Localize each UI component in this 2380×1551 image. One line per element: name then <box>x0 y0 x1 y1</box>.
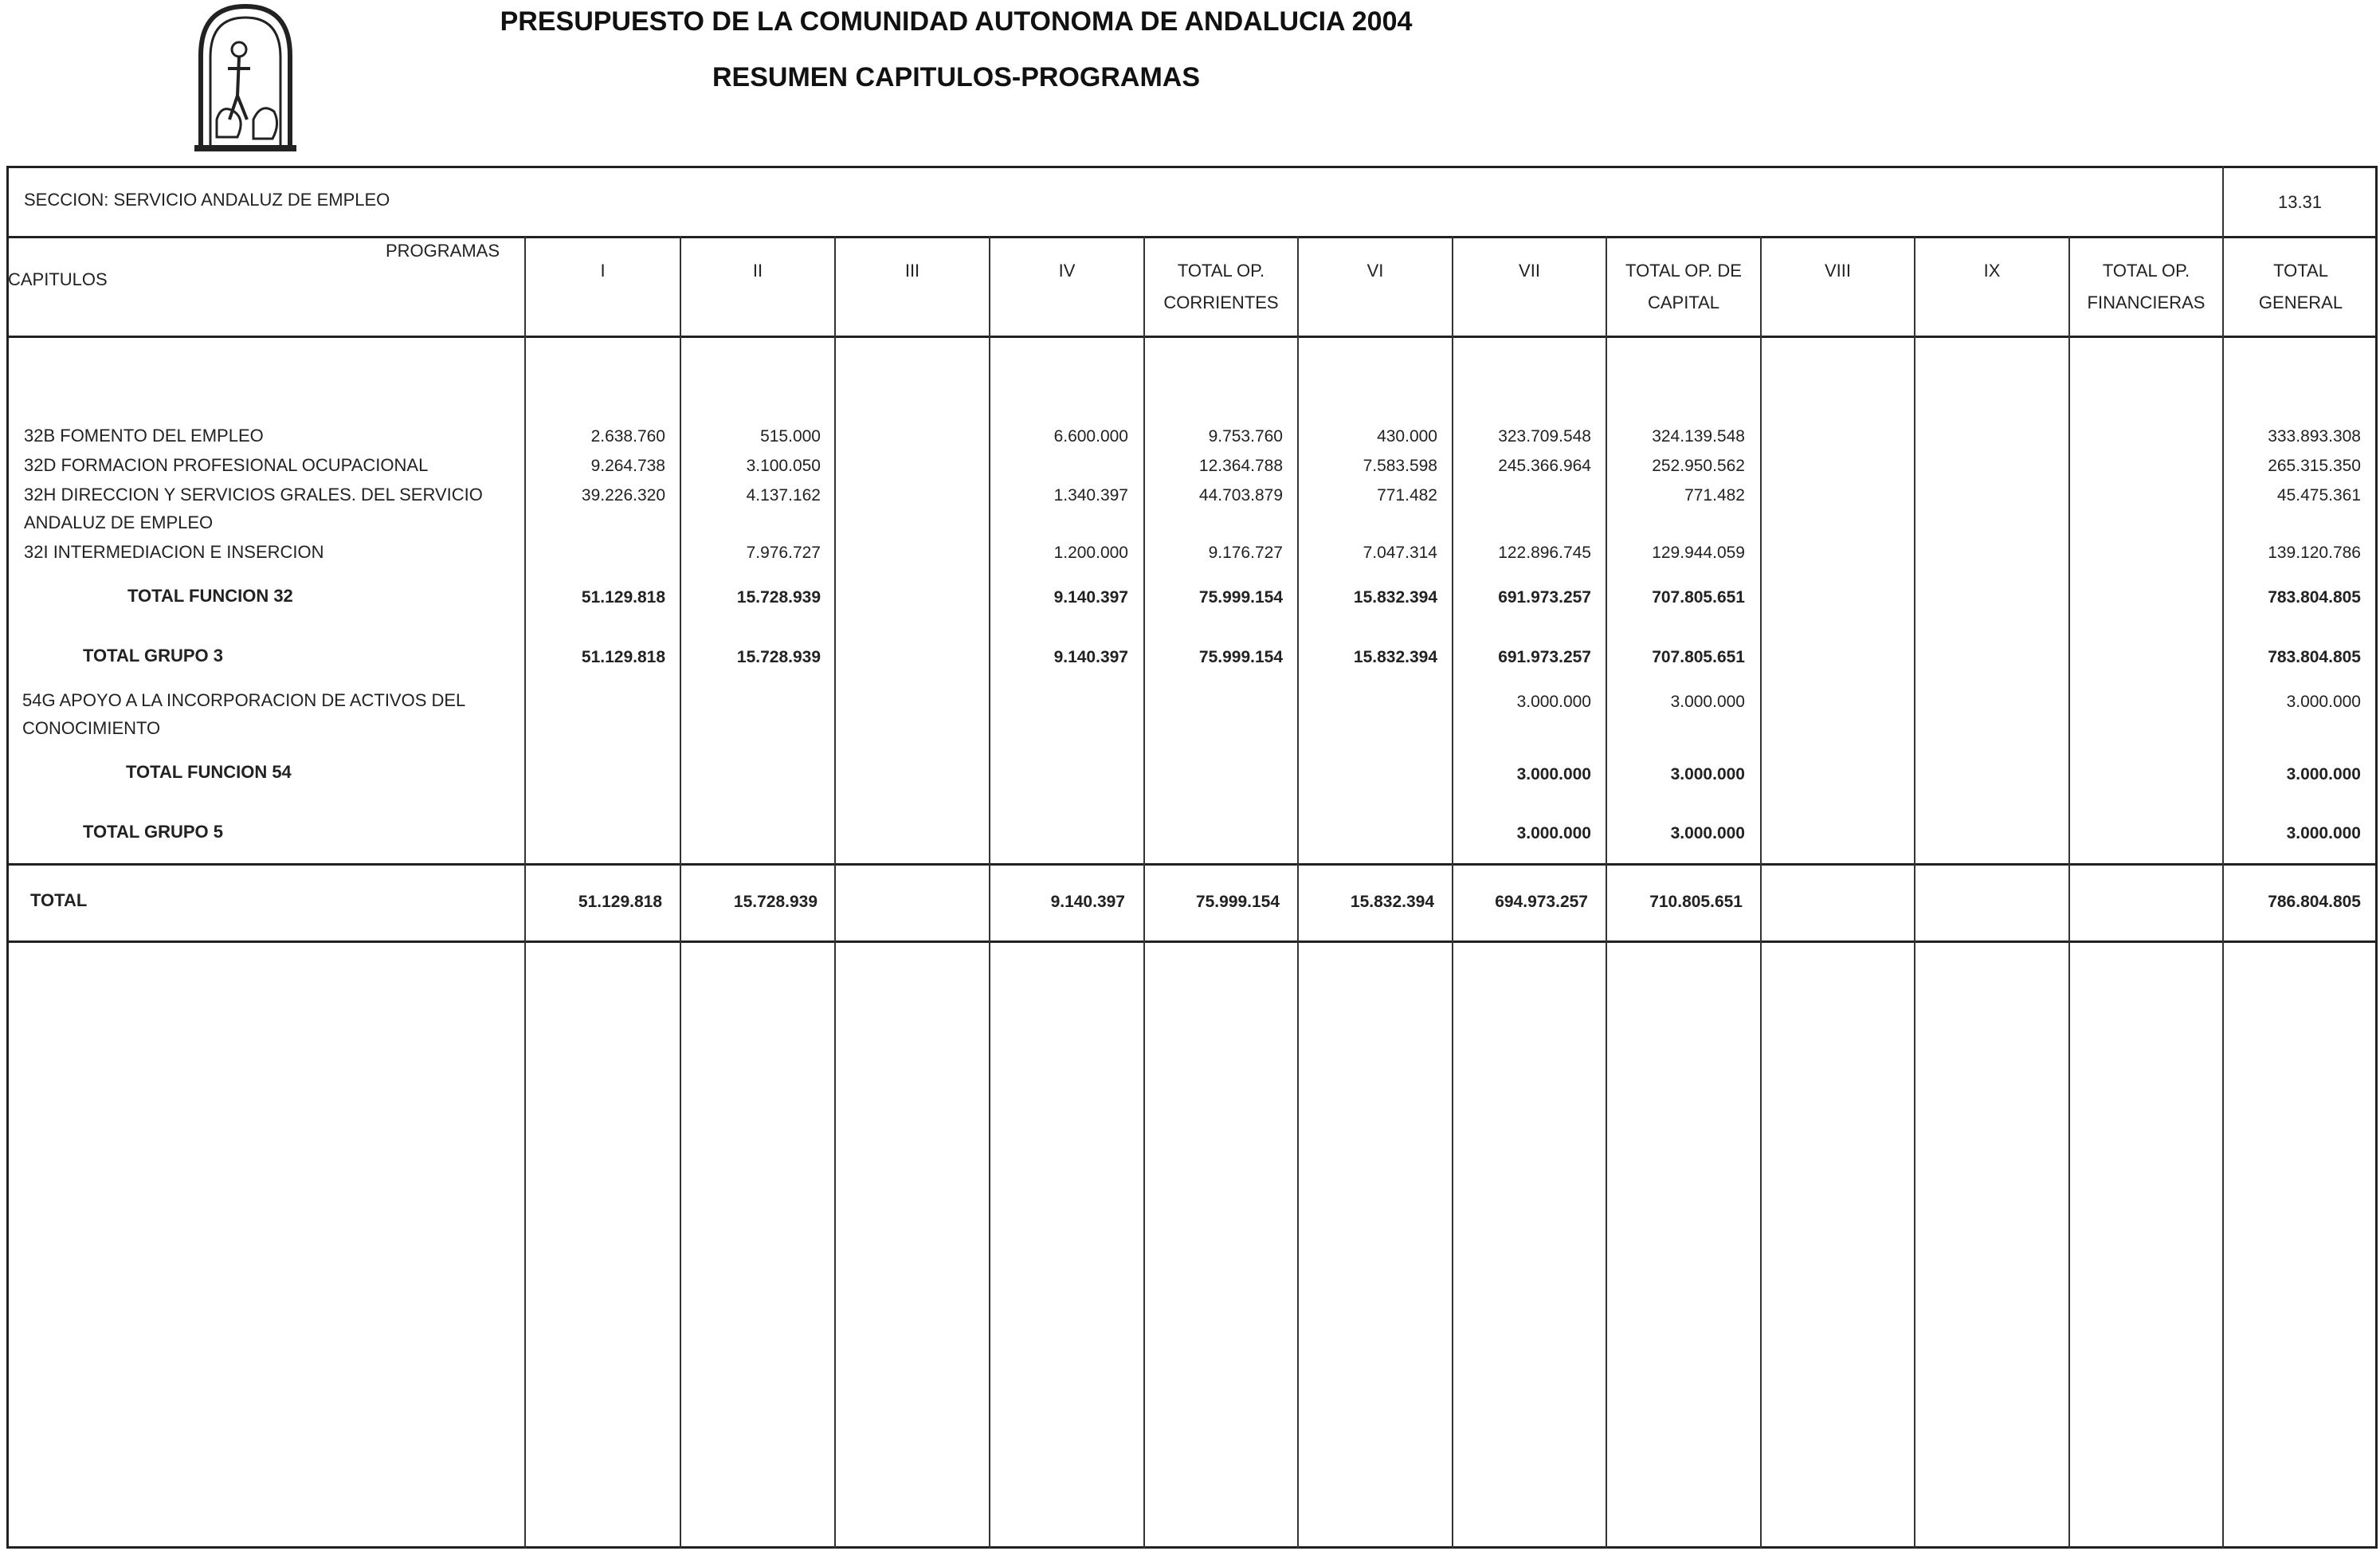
header-total-general: TOTAL <box>2273 261 2328 281</box>
cell-32h-toc: 44.703.879 <box>1198 486 1283 505</box>
cell-32i-ii: 7.976.727 <box>746 544 821 562</box>
cell-total-ii: 15.728.939 <box>733 893 818 911</box>
cell-32i-iv: 1.200.000 <box>1053 544 1128 562</box>
cell-32b-vii: 323.709.548 <box>1498 427 1591 446</box>
col-divider <box>1143 236 1145 1549</box>
header-capitulos: CAPITULOS <box>8 269 108 289</box>
cell-32b-vi: 430.000 <box>1377 427 1437 446</box>
cell-tf54-vii: 3.000.000 <box>1516 765 1591 783</box>
col-divider <box>1297 236 1299 1549</box>
cell-total-iv: 9.140.397 <box>1050 893 1125 911</box>
row-label-total-funcion-32: TOTAL FUNCION 32 <box>127 586 293 606</box>
cell-32h-tcap: 771.482 <box>1684 486 1745 505</box>
row-label-54g-cont: CONOCIMIENTO <box>22 718 161 738</box>
col-divider <box>989 236 990 1549</box>
col-divider <box>1914 236 1915 1549</box>
row-label-54g: 54G APOYO A LA INCORPORACION DE ACTIVOS DEL <box>22 690 466 710</box>
cell-32b-tgen: 333.893.308 <box>2268 427 2361 446</box>
cell-tf32-vi: 15.832.394 <box>1353 588 1437 607</box>
cell-tg3-iv: 9.140.397 <box>1053 648 1128 666</box>
row-label-32h: 32H DIRECCION Y SERVICIOS GRALES. DEL SERVICIO <box>24 485 483 505</box>
cell-tg3-vi: 15.832.394 <box>1353 648 1437 666</box>
header-separator <box>6 336 2378 338</box>
row-label-total-funcion-54: TOTAL FUNCION 54 <box>126 762 292 782</box>
cell-tf54-tgen: 3.000.000 <box>2286 765 2361 783</box>
cell-tf32-tgen: 783.804.805 <box>2268 588 2361 607</box>
cell-tf32-ii: 15.728.939 <box>736 588 821 607</box>
cell-54g-tgen: 3.000.000 <box>2286 693 2361 711</box>
col-divider <box>2222 236 2224 1549</box>
cell-32h-i: 39.226.320 <box>581 486 665 505</box>
header-col-viii: VIII <box>1824 261 1851 281</box>
cell-tg5-tgen: 3.000.000 <box>2286 824 2361 842</box>
cell-32b-i: 2.638.760 <box>590 427 665 446</box>
cell-total-tcap: 710.805.651 <box>1649 893 1743 911</box>
header-total-op-corrientes: TOTAL OP. <box>1177 261 1265 281</box>
cell-32h-vi: 771.482 <box>1377 486 1437 505</box>
header-total-op-capital-2: CAPITAL <box>1647 293 1720 312</box>
cell-tg5-vii: 3.000.000 <box>1516 824 1591 842</box>
header-col-iii: III <box>904 261 920 281</box>
cell-tg3-ii: 15.728.939 <box>736 648 821 666</box>
budget-table <box>6 166 2378 1549</box>
cell-32h-ii: 4.137.162 <box>746 486 821 505</box>
cell-tg3-tcap: 707.805.651 <box>1652 648 1745 666</box>
row-label-32i: 32I INTERMEDIACION E INSERCION <box>24 542 324 562</box>
section-separator <box>6 236 2378 238</box>
cell-tf32-vii: 691.973.257 <box>1498 588 1591 607</box>
cell-tg3-vii: 691.973.257 <box>1498 648 1591 666</box>
header-total-op-capital: TOTAL OP. DE <box>1625 261 1742 281</box>
header-total-general-2: GENERAL <box>2258 293 2343 312</box>
cell-tf32-iv: 9.140.397 <box>1053 588 1128 607</box>
header-total-op-financieras: TOTAL OP. <box>2102 261 2190 281</box>
cell-32b-iv: 6.600.000 <box>1053 427 1128 446</box>
col-divider <box>1760 236 1762 1549</box>
cell-total-tgen: 786.804.805 <box>2268 893 2361 911</box>
cell-32i-vi: 7.047.314 <box>1363 544 1437 562</box>
header-col-vi: VI <box>1366 261 1384 281</box>
section-label: SECCION: SERVICIO ANDALUZ DE EMPLEO <box>24 190 390 210</box>
cell-32d-vi: 7.583.598 <box>1363 457 1437 475</box>
cell-total-i: 51.129.818 <box>578 893 662 911</box>
cell-tg3-i: 51.129.818 <box>581 648 665 666</box>
col-divider <box>1452 236 1453 1549</box>
cell-tf54-tcap: 3.000.000 <box>1670 765 1745 783</box>
cell-tf32-toc: 75.999.154 <box>1198 588 1283 607</box>
cell-32b-toc: 9.753.760 <box>1208 427 1283 446</box>
header-programas: PROGRAMAS <box>386 241 500 261</box>
cell-32h-tgen: 45.475.361 <box>2276 486 2361 505</box>
cell-32b-tcap: 324.139.548 <box>1652 427 1745 446</box>
total-top-line <box>6 863 2378 866</box>
cell-total-vi: 15.832.394 <box>1350 893 1434 911</box>
cell-32d-i: 9.264.738 <box>590 457 665 475</box>
cell-32d-tgen: 265.315.350 <box>2268 457 2361 475</box>
cell-32d-ii: 3.100.050 <box>746 457 821 475</box>
row-label-32b: 32B FOMENTO DEL EMPLEO <box>24 426 264 446</box>
cell-tg3-toc: 75.999.154 <box>1198 648 1283 666</box>
header-col-iv: IV <box>1058 261 1076 281</box>
cell-32h-iv: 1.340.397 <box>1053 486 1128 505</box>
row-label-total: TOTAL <box>30 890 88 910</box>
header-col-i: I <box>600 261 606 281</box>
row-label-total-grupo-5: TOTAL GRUPO 5 <box>83 822 224 842</box>
cell-32b-ii: 515.000 <box>760 427 821 446</box>
cell-tg5-tcap: 3.000.000 <box>1670 824 1745 842</box>
cell-total-toc: 75.999.154 <box>1195 893 1280 911</box>
row-label-32h-cont: ANDALUZ DE EMPLEO <box>24 512 214 532</box>
header-col-ii: II <box>752 261 763 281</box>
cell-tg3-tgen: 783.804.805 <box>2268 648 2361 666</box>
cell-32i-tcap: 129.944.059 <box>1652 544 1745 562</box>
cell-32i-vii: 122.896.745 <box>1498 544 1591 562</box>
cell-32d-vii: 245.366.964 <box>1498 457 1591 475</box>
cell-54g-vii: 3.000.000 <box>1516 693 1591 711</box>
cell-54g-tcap: 3.000.000 <box>1670 693 1745 711</box>
row-label-32d: 32D FORMACION PROFESIONAL OCUPACIONAL <box>24 455 429 475</box>
cell-32i-tgen: 139.120.786 <box>2268 544 2361 562</box>
cell-32d-tcap: 252.950.562 <box>1652 457 1745 475</box>
header-total-op-corrientes-2: CORRIENTES <box>1163 293 1279 312</box>
cell-total-vii: 694.973.257 <box>1495 893 1588 911</box>
col-divider <box>834 236 836 1549</box>
cell-tf32-i: 51.129.818 <box>581 588 665 607</box>
cell-32i-toc: 9.176.727 <box>1208 544 1283 562</box>
section-code: 13.31 <box>2277 192 2323 212</box>
cell-tf32-tcap: 707.805.651 <box>1652 588 1745 607</box>
col-divider <box>680 236 681 1549</box>
cell-32d-toc: 12.364.788 <box>1198 457 1283 475</box>
col-divider <box>1606 236 1607 1549</box>
col-divider <box>524 236 526 1549</box>
row-label-total-grupo-3: TOTAL GRUPO 3 <box>83 646 224 666</box>
header-col-vii: VII <box>1519 261 1540 281</box>
total-bottom-line <box>6 940 2378 943</box>
document-subtitle: RESUMEN CAPITULOS-PROGRAMAS <box>712 62 1201 92</box>
document-title: PRESUPUESTO DE LA COMUNIDAD AUTONOMA DE ANDALUCIA 2004 <box>500 6 1413 37</box>
col-divider <box>2068 236 2070 1549</box>
header-col-ix: IX <box>1983 261 2001 281</box>
header-total-op-financieras-2: FINANCIERAS <box>2087 293 2206 312</box>
